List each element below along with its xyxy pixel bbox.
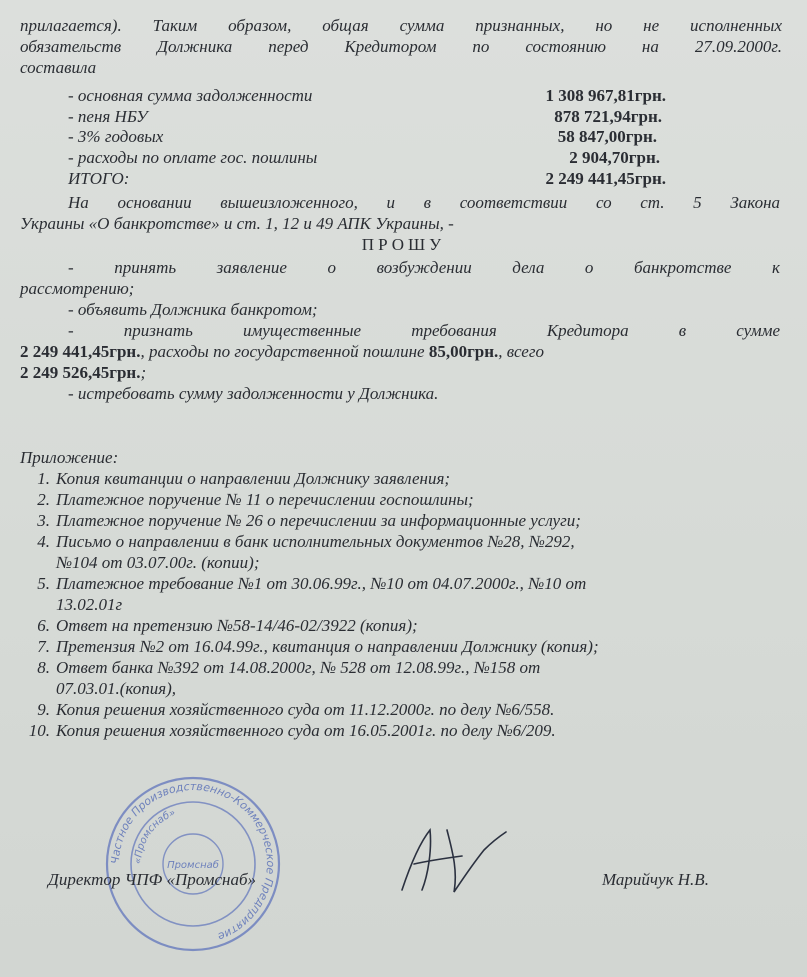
signature-position: Директор ЧПФ «Промснаб»	[48, 870, 257, 889]
appendix-item: 10. Копия решения хозяйственного суда от 16.05.2001г. по делу №6/209.	[28, 721, 556, 740]
debt-label: - основная сумма задолженности	[68, 86, 313, 105]
debt-amount: 1 308 967,81грн.	[545, 86, 666, 105]
appendix-item-continuation: 13.02.01г	[56, 595, 123, 614]
debt-label: - 3% годовых	[68, 127, 164, 146]
request-title: ПРОШУ	[361, 235, 446, 254]
debt-total-label: ИТОГО:	[68, 169, 130, 188]
request-4: - истребовать сумму задолженности у Должника.	[68, 384, 439, 403]
appendix-item: 4. Письмо о направлении в банк исполнительных документов №28, №292,	[37, 532, 575, 551]
debt-total-amount: 2 249 441,45грн.	[545, 169, 666, 188]
intro-line-3: составила	[20, 58, 97, 77]
appendix-item-continuation: №104 от 03.07.00г. (копии);	[56, 553, 260, 572]
svg-text:«Промснаб»: «Промснаб»	[132, 807, 178, 865]
claim-amount: 2 249 441,45грн.	[20, 342, 141, 361]
debt-amount: 58 847,00грн.	[557, 127, 657, 146]
intro-line-1: прилагается). Таким образом, общая сумма признанных, но не исполненных	[20, 16, 782, 35]
svg-text:Промснаб: Промснаб	[167, 860, 219, 871]
debt-amount: 2 904,70грн.	[569, 148, 660, 167]
appendix-item: 1. Копия квитанции о направлении Должнику заявления;	[37, 469, 451, 488]
svg-text:Частное Производственно-Коммер: Частное Производственно-Коммерческое Предприятие	[108, 779, 278, 944]
appendix-item: 2. Платежное поручение № 11 о перечислении госпошлины;	[37, 490, 474, 509]
debt-label: - расходы по оплате гос. пошлины	[68, 148, 318, 167]
request-3-line-3: 2 249 526,45грн.;	[20, 363, 147, 382]
handwritten-signature	[392, 820, 512, 900]
basis-line-1: На основании вышеизложенного, и в соответствии со ст. 5 Закона	[68, 193, 780, 212]
request-1-line-2: рассмотрению;	[20, 279, 135, 298]
request-2: - объявить Должника банкротом;	[68, 300, 318, 319]
appendix-item: 3. Платежное поручение № 26 о перечислении за информационные услуги;	[37, 511, 581, 530]
appendix-item-continuation: 07.03.01.(копия),	[56, 679, 177, 698]
intro-line-2: обязательств Должника перед Кредитором по состоянию на 27.09.2000г.	[20, 37, 782, 56]
debt-label: - пеня НБУ	[68, 107, 148, 126]
request-1-line-1: - принять заявление о возбуждении дела о банкротстве к	[68, 258, 780, 277]
duty-amount: 85,00грн.	[428, 342, 499, 361]
appendix-item: 6. Ответ на претензию №58-14/46-02/3922 (копия);	[37, 616, 418, 635]
request-3-line-2: 2 249 441,45грн., расходы по государственной пошлине 85,00грн., всего	[20, 342, 544, 361]
appendix-title: Приложение:	[20, 448, 119, 467]
basis-line-2: Украины «О банкротстве» и ст. 1, 12 и 49 АПК Украины, -	[20, 214, 454, 233]
appendix-item: 5. Платежное требование №1 от 30.06.99г., №10 от 04.07.2000г., №10 от	[37, 574, 587, 593]
grand-total-amount: 2 249 526,45грн.	[20, 363, 141, 382]
debt-amount: 878 721,94грн.	[554, 107, 662, 126]
appendix-item: 9. Копия решения хозяйственного суда от 11.12.2000г. по делу №6/558.	[37, 700, 555, 719]
appendix-item: 7. Претензия №2 от 16.04.99г., квитанция о направлении Должнику (копия);	[37, 637, 599, 656]
appendix-item: 8. Ответ банка №392 от 14.08.2000г, № 528 от 12.08.99г., №158 от	[37, 658, 541, 677]
request-3-line-1: - признать имущественные требования Кредитора в сумме	[68, 321, 780, 340]
signatory-name: Марийчук Н.В.	[602, 870, 709, 889]
company-stamp	[103, 774, 283, 954]
